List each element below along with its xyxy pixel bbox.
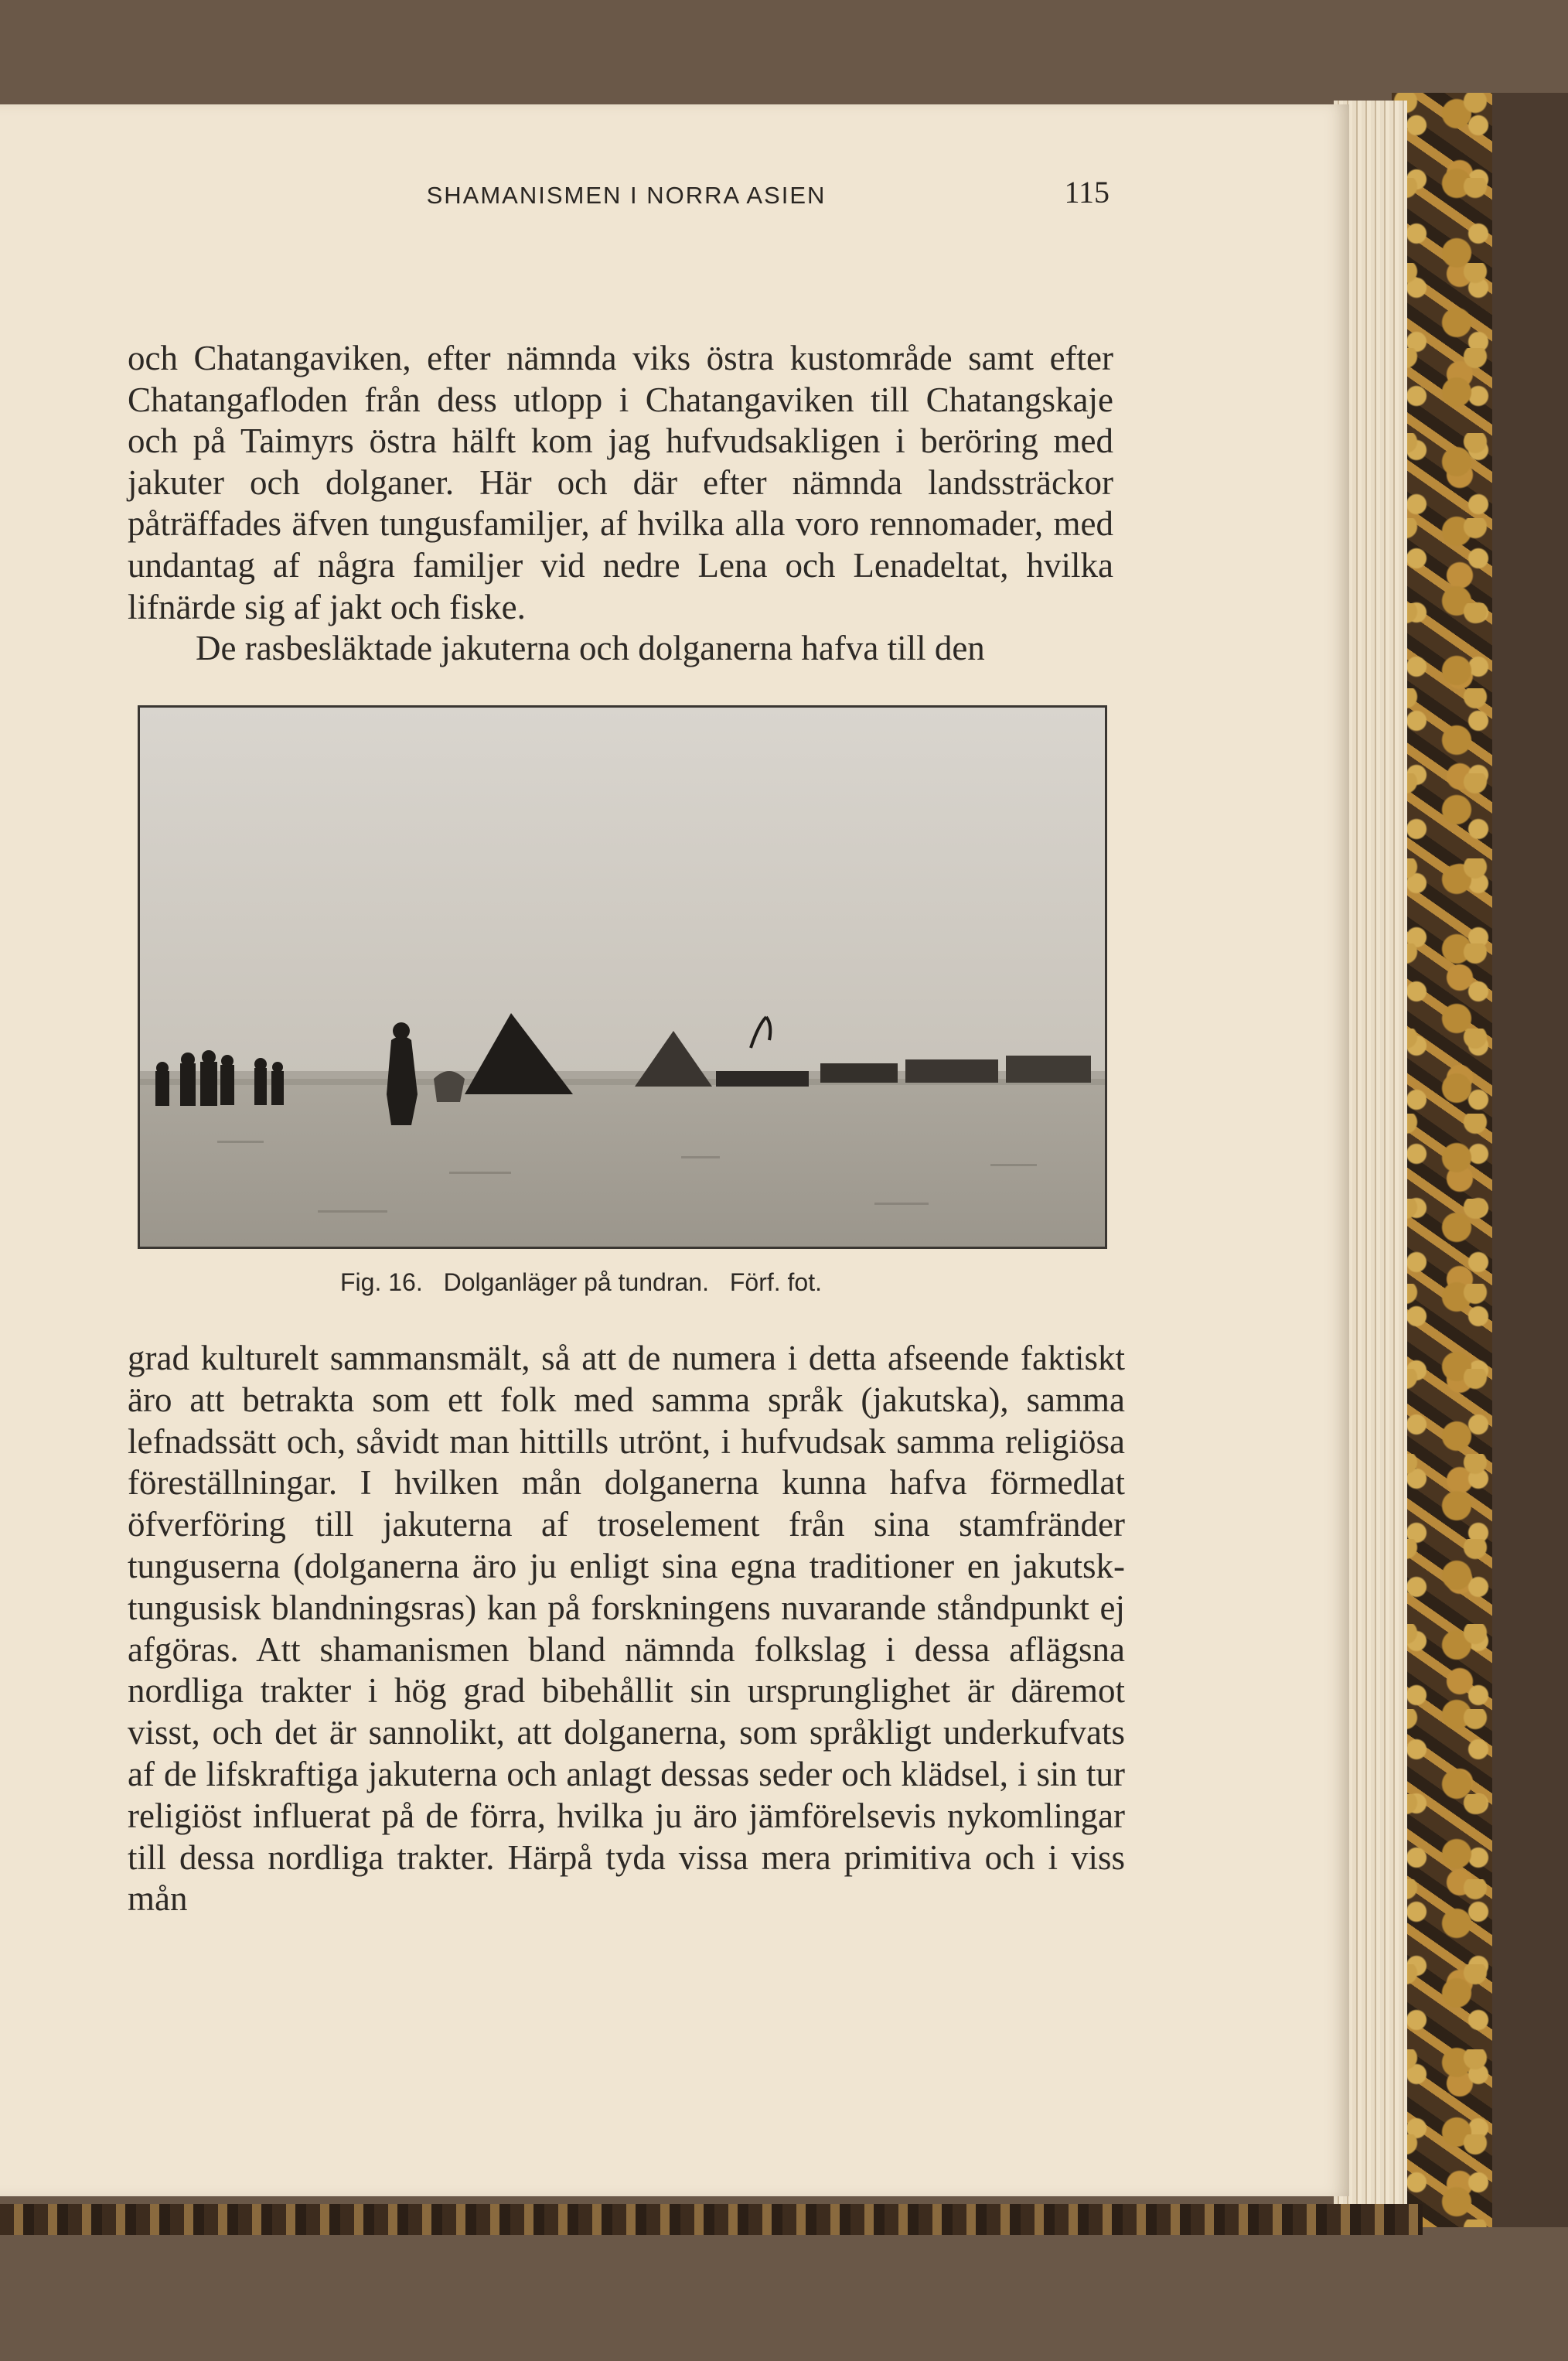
book-binding-strip (0, 2204, 1423, 2235)
photo-illustration (140, 708, 1105, 1247)
paragraph-top-text: och Chatangaviken, efter nämnda viks östra kustområde samt efter Chatangafloden från dess utlopp i Chatangaviken till Chatangskaje och på Taimyrs östra hälft kom jag hufvudsakligen i beröring med jakuter och dolganer. Här och där efter nämnda landssträckor påträffades äfven tungusfamiljer, af hvilka alla voro rennomader, med undantag af några familjer vid nedre Lena och Lenadeltat, hvilka lifnärde sig af jakt och fiske. (128, 339, 1113, 626)
figure-caption (340, 1268, 943, 1297)
figure-credit: Förf. fot. (729, 1268, 822, 1296)
paragraph-top-continued: De rasbesläktade jakuterna och dolganerna hafva till den (196, 629, 985, 668)
figure-caption-text: Dolganläger på tundran. (443, 1268, 709, 1296)
paragraph-top (128, 338, 1113, 670)
figure-number: Fig. 16. (340, 1268, 423, 1296)
running-header-title: SHAMANISMEN I NORRA ASIEN (426, 182, 827, 209)
page-number: 115 (1064, 175, 1110, 210)
book-cover-edge (1492, 93, 1568, 2227)
tundra-camp-photograph (138, 705, 1107, 1249)
paragraph-bottom: grad kulturelt sammansmält, så att de numera i detta afseende faktiskt äro att betrakta som ett folk med samma språk (jakutska), samma lefnadssätt och, såvidt man hittills utrönt, i hufvudsak samma religiösa föreställningar. I hvilken mån dolganerna kunna hafva förmedlat öfverföring till jakuterna af troselement från sina stamfränder tunguserna (dolganerna äro ju enligt sina egna traditioner en jakutsk-tungusisk blandningsras) kan på forskningens nuvarande ståndpunkt ej afgöras. Att shamanismen bland nämnda folkslag i dessa aflägsna nordliga trakter i hög grad bibehållit sin ursprunglighet är däremot visst, och det är sannolikt, att dolganerna, som språkligt underkufvats af de lifskraftiga jakuterna och anlagt dessas seder och klädsel, i sin tur religiöst influerat på de förra, hvilka ju äro jämförelsevis nykomlingar till dessa nordliga trakter. Härpå tyda vissa mera primitiva och i viss mån (128, 1339, 1125, 1919)
